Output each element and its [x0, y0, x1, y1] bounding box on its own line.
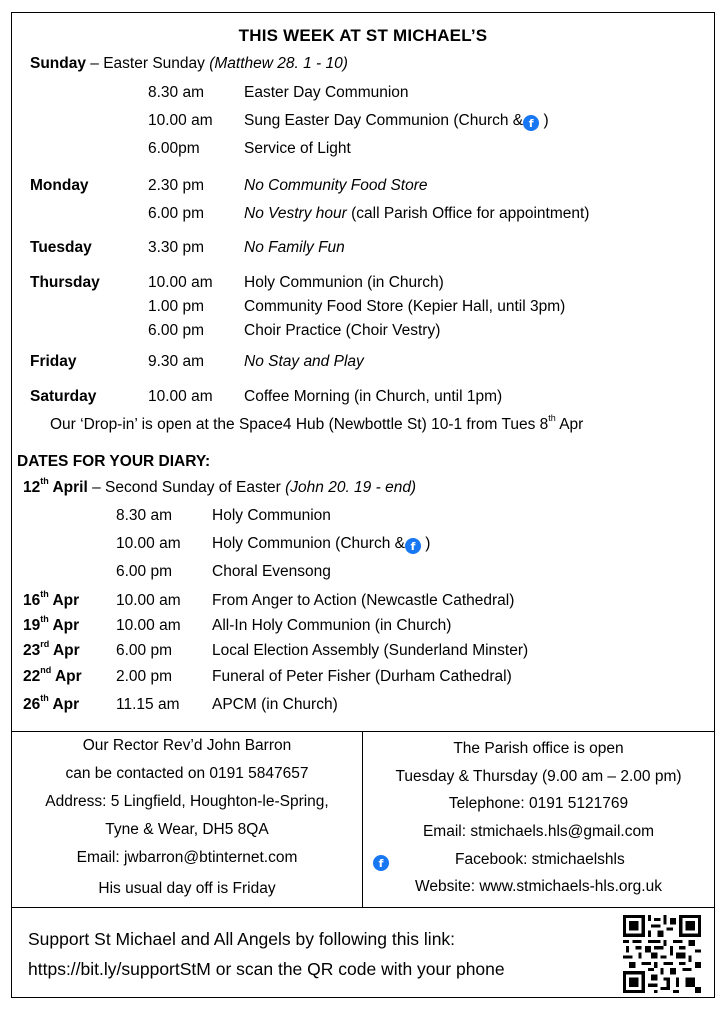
- event-desc: (call Parish Office for appointment): [346, 205, 590, 222]
- event-time: 10.00 am: [148, 274, 213, 291]
- office-hours: Tuesday & Thursday (9.00 am – 2.00 pm): [395, 768, 682, 785]
- page-title: THIS WEEK AT ST MICHAEL’S: [238, 26, 488, 45]
- section-divider: [12, 907, 714, 908]
- facebook-icon: f: [373, 852, 389, 871]
- event-desc-row: Holy Communion (Church & f ): [212, 535, 431, 553]
- event-time: 11.15 am: [116, 696, 180, 713]
- event-desc: Funeral of Peter Fisher (Durham Cathedral): [212, 668, 512, 685]
- event-desc-row: [244, 205, 589, 223]
- rector-line: Our Rector Rev’d John Barron: [82, 737, 292, 754]
- office-phone: Telephone: 0191 5121769: [448, 795, 629, 812]
- event-desc: All-In Holy Communion (in Church): [212, 617, 452, 634]
- diary-date: 16th Apr: [23, 589, 80, 609]
- event-time: 1.00 pm: [148, 298, 205, 315]
- tuesday-day: Tuesday: [30, 239, 92, 256]
- facebook-icon: f: [523, 115, 539, 131]
- event-desc-italic: No Vestry hour: [244, 205, 347, 222]
- diary-heading: DATES FOR YOUR DIARY:: [17, 453, 211, 470]
- thursday-day: Thursday: [30, 274, 100, 291]
- rector-day-off: His usual day off is Friday: [98, 880, 276, 897]
- dropin-notice: Our ‘Drop-in’ is open at the Space4 Hub (Newbottle St) 10-1 from Tues 8th Apr: [50, 413, 584, 433]
- event-desc-row: Sung Easter Day Communion (Church & f ): [244, 112, 549, 130]
- event-desc: No Family Fun: [244, 239, 345, 256]
- event-desc: Choral Evensong: [212, 563, 331, 580]
- event-desc: No Community Food Store: [244, 177, 428, 194]
- office-facebook: Facebook: stmichaelshls: [455, 851, 625, 868]
- event-time: 6.00pm: [148, 140, 200, 157]
- office-website: Website: www.stmichaels-hls.org.uk: [415, 878, 662, 895]
- office-open: The Parish office is open: [453, 740, 624, 757]
- event-time: 9.30 am: [148, 353, 205, 370]
- friday-day: Friday: [30, 353, 77, 370]
- facebook-icon: f: [405, 538, 421, 554]
- diary-date: 26th Apr: [23, 693, 80, 713]
- sunday-heading: Sunday – Easter Sunday (Matthew 28. 1 - 10): [30, 55, 348, 72]
- event-time: 6.00 pm: [148, 205, 205, 222]
- event-desc: Easter Day Communion: [244, 84, 409, 101]
- qr-code-icon: [623, 915, 701, 993]
- event-desc: Community Food Store (Kepier Hall, until 3pm): [244, 298, 566, 315]
- diary-date: 19th Apr: [23, 614, 80, 634]
- rector-address-2: Tyne & Wear, DH5 8QA: [105, 821, 269, 838]
- event-time: 10.00 am: [116, 592, 181, 609]
- event-desc: From Anger to Action (Newcastle Cathedral): [212, 592, 515, 609]
- saturday-day: Saturday: [30, 388, 97, 405]
- event-desc: Choir Practice (Choir Vestry): [244, 322, 441, 339]
- diary-april12-heading: 12th April – Second Sunday of Easter (John 20. 19 - end): [23, 476, 417, 496]
- event-desc: Holy Communion: [212, 507, 331, 524]
- rector-phone: can be contacted on 0191 5847657: [65, 765, 309, 782]
- support-link: https://bit.ly/supportStM or scan the QR code with your phone: [28, 959, 505, 979]
- support-text: Support St Michael and All Angels by following this link:: [28, 929, 456, 949]
- monday-day: Monday: [30, 177, 89, 194]
- sunday-reading: (Matthew 28. 1 - 10): [209, 55, 348, 72]
- diary-date: 23rd Apr: [23, 639, 80, 659]
- event-desc: Local Election Assembly (Sunderland Minster): [212, 642, 529, 659]
- event-desc: Holy Communion (in Church): [244, 274, 444, 291]
- event-time: 10.00 am: [148, 388, 213, 405]
- newsletter-page: [11, 12, 715, 998]
- event-desc: No Stay and Play: [244, 353, 364, 370]
- event-time: 2.00 pm: [116, 668, 173, 685]
- event-time: 8.30 am: [148, 84, 205, 101]
- rector-address: Address: 5 Lingfield, Houghton-le-Spring,: [45, 793, 329, 810]
- section-divider: [12, 731, 714, 732]
- event-time: 8.30 am: [116, 507, 173, 524]
- event-time: 6.00 pm: [116, 563, 173, 580]
- event-time: 3.30 pm: [148, 239, 205, 256]
- event-time: 10.00 am: [148, 112, 213, 129]
- event-desc: Holy Communion (Church &: [212, 535, 405, 552]
- sunday-day: Sunday: [30, 55, 86, 72]
- event-time: 2.30 pm: [148, 177, 205, 194]
- event-desc: Service of Light: [244, 140, 351, 157]
- sunday-occasion: Easter Sunday: [103, 55, 205, 72]
- event-time: 10.00 am: [116, 535, 181, 552]
- event-desc: Coffee Morning (in Church, until 1pm): [244, 388, 503, 405]
- rector-email: Email: jwbarron@btinternet.com: [76, 849, 298, 866]
- diary-date: 22nd Apr: [23, 665, 82, 685]
- event-time: 6.00 pm: [148, 322, 205, 339]
- event-time: 6.00 pm: [116, 642, 173, 659]
- event-desc: APCM (in Church): [212, 696, 338, 713]
- event-desc: Sung Easter Day Communion (Church &: [244, 112, 524, 129]
- event-time: 10.00 am: [116, 617, 181, 634]
- office-email: Email: stmichaels.hls@gmail.com: [422, 823, 655, 840]
